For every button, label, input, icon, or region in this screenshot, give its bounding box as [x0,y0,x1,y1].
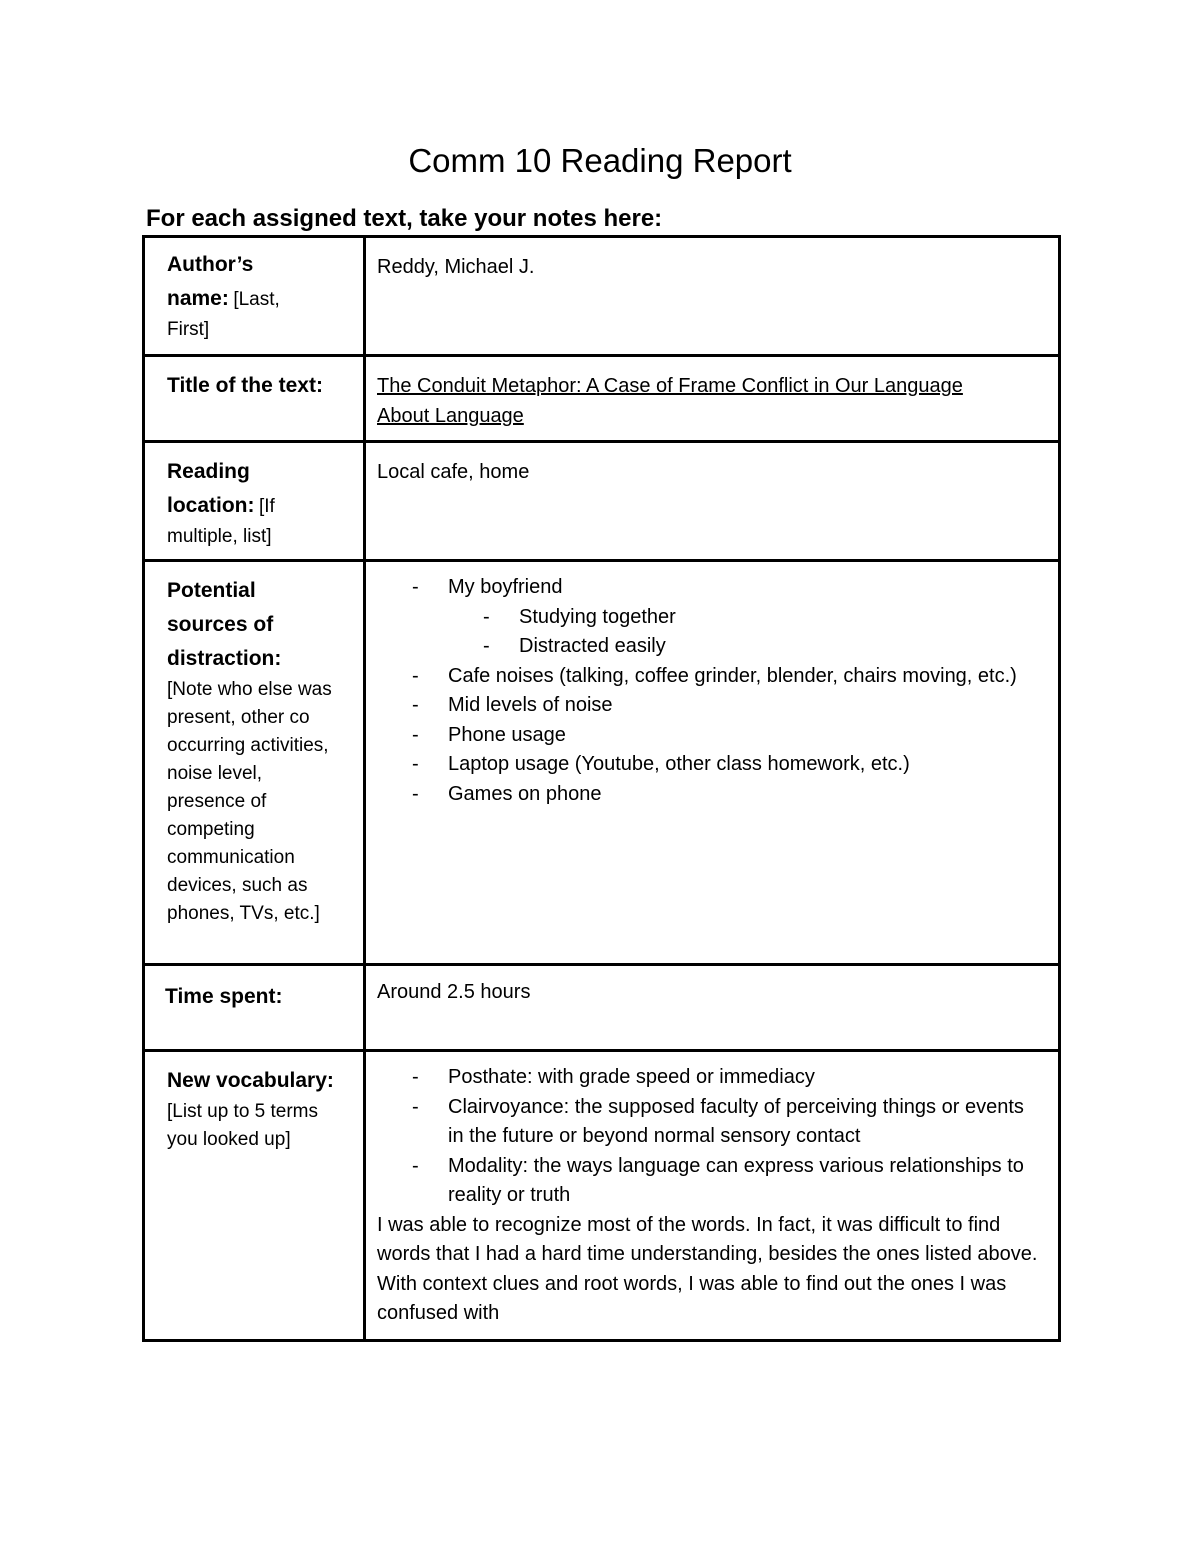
distraction-value-cell[interactable] [365,561,1060,965]
list-item: - My boyfriend - Studying together - Distracted easily [448,573,1028,662]
text-title-link[interactable]: The Conduit Metaphor: A Case of Frame Conflict in Our Language About Language [377,375,963,427]
location-note: [If multiple, list] [167,496,275,547]
list-item: - Mid levels of noise [448,691,1028,721]
reading-report-table [142,235,1061,1342]
time-value: Around 2.5 hours [377,981,531,1003]
list-item: - Games on phone [448,780,1028,810]
title-label: Title of the text: [167,374,323,397]
author-label-cell [144,237,365,356]
distraction-label-cell [144,561,365,965]
vocab-list [377,1063,1040,1211]
sub-list [448,603,1028,662]
vocab-value-cell[interactable] [365,1051,1060,1341]
instructions-heading: For each assigned text, take your notes here: [146,205,663,232]
vocab-row [144,1051,1060,1341]
vocab-reflection: I was able to recognize most of the words. In fact, it was difficult to find words that I had a hard time understanding, besides the ones listed above. With context clues and root words, I was able to find out the ones I was confused with [377,1213,1038,1324]
title-label-cell [144,356,365,442]
time-row [144,965,1060,1051]
distraction-label: Potential sources of distraction: [167,579,282,670]
author-row [144,237,1060,356]
location-value: Local cafe, home [377,461,530,483]
location-label-cell [144,442,365,561]
author-label: Author’s name: [167,253,254,310]
time-label: Time spent: [165,985,283,1008]
list-item: - Distracted easily [519,632,1028,662]
distraction-note: [Note who else was present, other co occurring activities, noise level, presence of competing communication devices, such as phones, TVs, etc.] [167,679,332,924]
author-value: Reddy, Michael J. [377,256,535,278]
vocab-label-cell [144,1051,365,1341]
time-value-cell[interactable] [365,965,1060,1051]
vocab-note: [List up to 5 terms you looked up] [167,1101,319,1150]
distraction-list [377,573,1028,809]
list-item: - Phone usage [448,721,1028,751]
list-item: - Modality: the ways language can express various relationships to reality or truth [448,1152,1040,1211]
location-value-cell[interactable] [365,442,1060,561]
title-row [144,356,1060,442]
location-label: Reading location: [167,460,255,517]
distraction-row [144,561,1060,965]
author-note: [Last, First] [167,289,280,340]
author-value-cell[interactable] [365,237,1060,356]
page-title: Comm 10 Reading Report [408,142,792,179]
title-value-cell[interactable] [365,356,1060,442]
list-item: - Cafe noises (talking, coffee grinder, blender, chairs moving, etc.) [448,662,1028,692]
list-item: - Studying together [519,603,1028,633]
time-label-cell [144,965,365,1051]
list-item: - Clairvoyance: the supposed faculty of perceiving things or events in the future or beyond normal sensory contact [448,1093,1040,1152]
vocab-label: New vocabulary: [167,1069,334,1092]
location-row [144,442,1060,561]
list-item: - Laptop usage (Youtube, other class homework, etc.) [448,750,1028,780]
list-item: - Posthate: with grade speed or immediacy [448,1063,1040,1093]
